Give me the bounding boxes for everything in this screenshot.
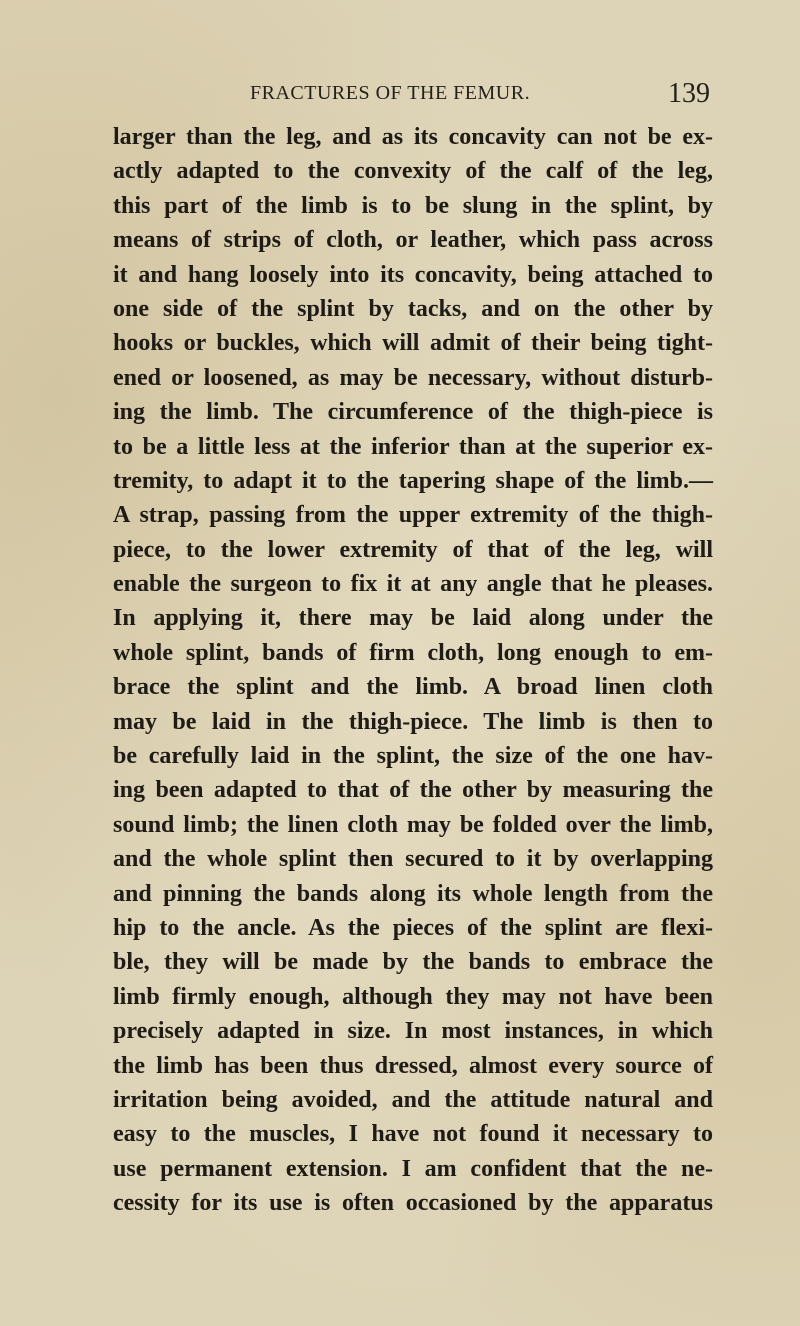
text-line: and pinning the bands along its whole length from the (113, 880, 713, 907)
body-text (113, 120, 713, 1221)
text-line: limb firmly enough, although they may not have been (113, 983, 713, 1010)
running-head (250, 78, 710, 114)
text-line: use permanent extension. I am confident that the ne- (113, 1155, 713, 1182)
text-line: brace the splint and the limb. A broad linen cloth (113, 674, 713, 701)
text-line: this part of the limb is to be slung in the splint, by (113, 192, 713, 219)
text-line: be carefully laid in the splint, the size of the one hav- (113, 743, 713, 770)
text-line: larger than the leg, and as its concavity can not be ex- (113, 124, 713, 150)
text-line: irritation being avoided, and the attitude natural and (113, 1086, 713, 1113)
text-line: one side of the splint by tacks, and on the other by (113, 295, 713, 322)
text-line: tremity, to adapt it to the tapering shape of the limb.— (113, 467, 713, 494)
text-line: enable the surgeon to fix it at any angle that he pleases. (113, 571, 713, 598)
text-line: it and hang loosely into its concavity, being attached to (113, 261, 713, 288)
text-line: ble, they will be made by the bands to embrace the (113, 949, 713, 976)
text-line: ing been adapted to that of the other by measuring the (113, 777, 713, 804)
running-title: FRACTURES OF THE FEMUR. (250, 82, 531, 104)
text-line: sound limb; the linen cloth may be folded over the limb, (113, 811, 713, 838)
text-line: to be a little less at the inferior than at the superior ex- (113, 433, 713, 460)
text-line: ing the limb. The circumference of the thigh-piece is (113, 399, 713, 426)
page-number: 139 (668, 78, 710, 109)
text-line: precisely adapted in size. In most instances, in which (113, 1018, 713, 1045)
text-line: ened or loosened, as may be necessary, without disturb- (113, 364, 713, 391)
text-line: and the whole splint then secured to it by overlapping (113, 846, 713, 873)
text-line: actly adapted to the convexity of the calf of the leg, (113, 158, 713, 185)
text-line: cessity for its use is often occasioned by the apparatus (113, 1190, 713, 1217)
text-line: In applying it, there may be laid along under the (113, 605, 713, 632)
text-line: the limb has been thus dressed, almost every source of (113, 1052, 713, 1079)
text-line: easy to the muscles, I have not found it necessary to (113, 1121, 713, 1148)
text-line: A strap, passing from the upper extremity of the thigh- (113, 502, 713, 529)
text-line: hip to the ancle. As the pieces of the splint are flexi- (113, 914, 713, 941)
text-line: hooks or buckles, which will admit of their being tight- (113, 330, 713, 357)
text-line: whole splint, bands of firm cloth, long enough to em- (113, 639, 713, 666)
text-line: may be laid in the thigh-piece. The limb is then to (113, 708, 713, 735)
text-line: means of strips of cloth, or leather, which pass across (113, 227, 713, 254)
text-line: piece, to the lower extremity of that of the leg, will (113, 536, 713, 563)
